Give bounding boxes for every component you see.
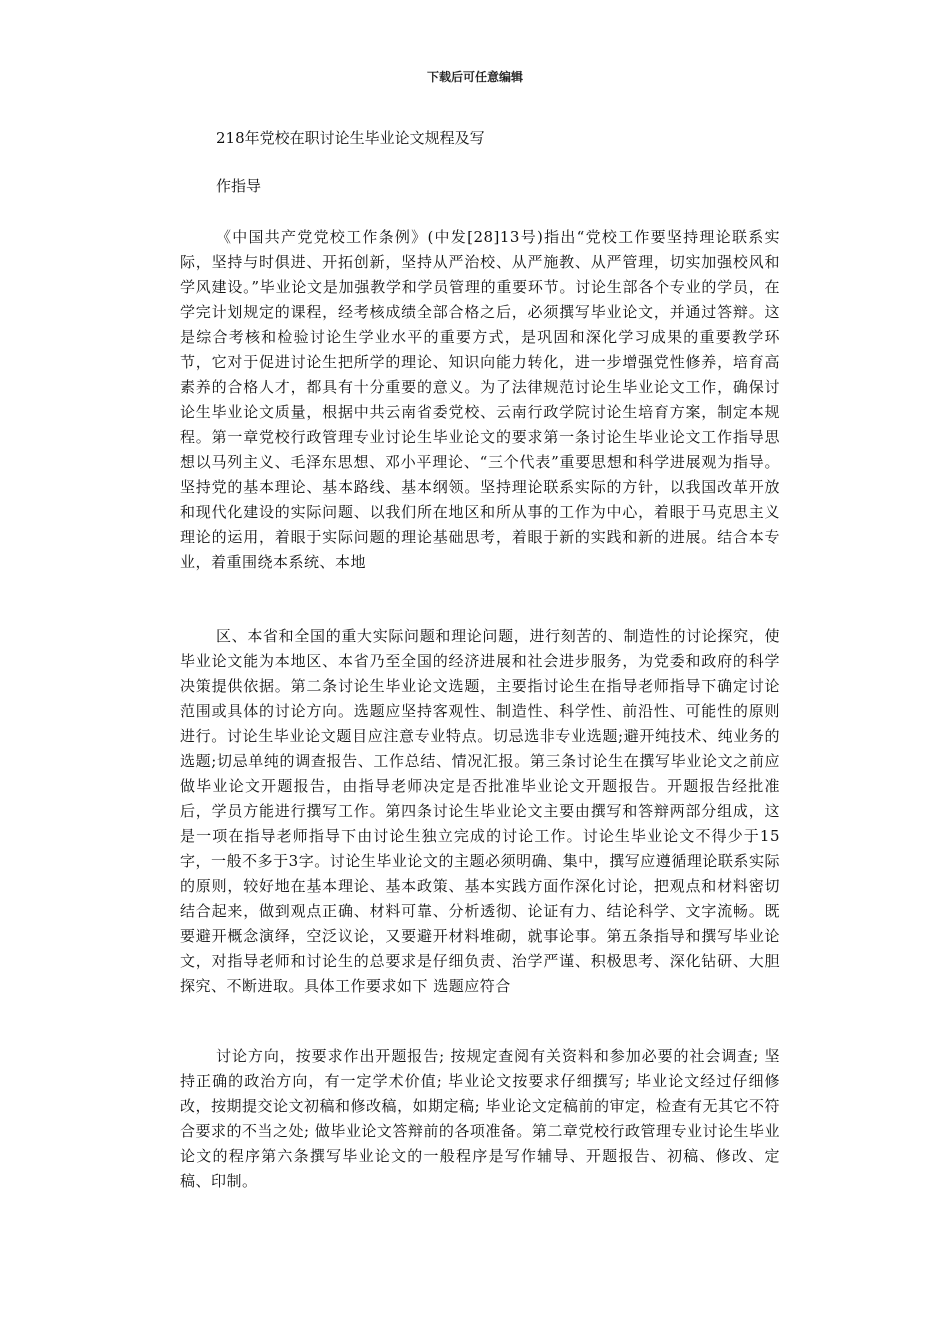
document-title-line-1: 218年党校在职讨论生毕业论文规程及写 [216,129,485,147]
body-paragraph-3: 讨论方向，按要求作出开题报告; 按规定查阅有关资料和参加必要的社会调查; 坚持正确的政治方向，有一定学术价值; 毕业论文按要求仔细撰写; 毕业论文经过仔细修改，按期提交论文初稿和修改稿，如期定稿; 毕业论文定稿前的审定，检查有无其它不符合要求的不当之处; 做毕业论文答辩前的各项准备。第二章党校行政管理专业讨论生毕业论文的程序第六条撰写毕业论文的一般程序是写作辅导、开题报告、初稿、修改、定稿、印制。 [180,1047,780,1190]
body-paragraph-1: 《中国共产党党校工作条例》(中发[28]13号)指出“党校工作要坚持理论联系实际，坚持与时俱进、开拓创新，坚持从严治校、从严施教、从严管理，切实加强校风和学风建设。”毕业论文是加强教学和学员管理的重要环节。讨论生部各个专业的学员，在学完计划规定的课程，经考核成绩全部合格之后，必须撰写毕业论文，并通过答辩。这是综合考核和检验讨论生学业水平的重要方式，是巩固和深化学习成果的重要教学环节，它对于促进讨论生把所学的理论、知识向能力转化，进一步增强党性修养，培育高素养的合格人才，都具有十分重要的意义。为了法律规范讨论生毕业论文工作，确保讨论生毕业论文质量，根据中共云南省委党校、云南行政学院讨论生培育方案，制定本规程。第一章党校行政管理专业讨论生毕业论文的要求第一条讨论生毕业论文工作指导思想以马列主义、毛泽东思想、邓小平理论、“三个代表”重要思想和科学进展观为指导。坚持党的基本理论、基本路线、基本纲领。坚持理论联系实际的方针，以我国改革开放和现代化建设的实际问题、以我们所在地区和所从事的工作为中心，着眼于马克思主义理论的运用，着眼于实际问题的理论基础思考，着眼于新的实践和新的进展。结合本专业，着重围绕本系统、本地 [180,228,780,571]
body-paragraph-2: 区、本省和全国的重大实际问题和理论问题，进行刻苦的、制造性的讨论探究，使毕业论文能为本地区、本省乃至全国的经济进展和社会进步服务，为党委和政府的科学决策提供依据。第二条讨论生毕业论文选题，主要指讨论生在指导老师指导下确定讨论范围或具体的讨论方向。选题应坚持客观性、制造性、科学性、前沿性、可能性的原则进行。讨论生毕业论文题目应注意专业特点。切忌选非专业选题;避开纯技术、纯业务的选题;切忌单纯的调查报告、工作总结、情况汇报。第三条讨论生在撰写毕业论文之前应做毕业论文开题报告，由指导老师决定是否批准毕业论文开题报告。开题报告经批准后，学员方能进行撰写工作。第四条讨论生毕业论文主要由撰写和答辩两部分组成，这是一项在指导老师指导下由讨论生独立完成的讨论工作。讨论生毕业论文不得少于15字，一般不多于3字。讨论生毕业论文的主题必须明确、集中，撰写应遵循理论联系实际的原则，较好地在基本理论、基本政策、基本实践方面作深化讨论，把观点和材料密切结合起来，做到观点正确、材料可靠、分析透彻、论证有力、结论科学、文字流畅。既要避开概念演绎，空泛议论，又要避开材料堆砌，就事论事。第五条指导和撰写毕业论文，对指导老师和讨论生的总要求是仔细负责、治学严谨、积极思考、深化钻研、大胆探究、不断进取。具体工作要求如下 选题应符合 [180,627,780,995]
page-header: 下载后可任意编辑 [426,70,523,84]
document-title-line-2: 作指导 [216,177,262,195]
